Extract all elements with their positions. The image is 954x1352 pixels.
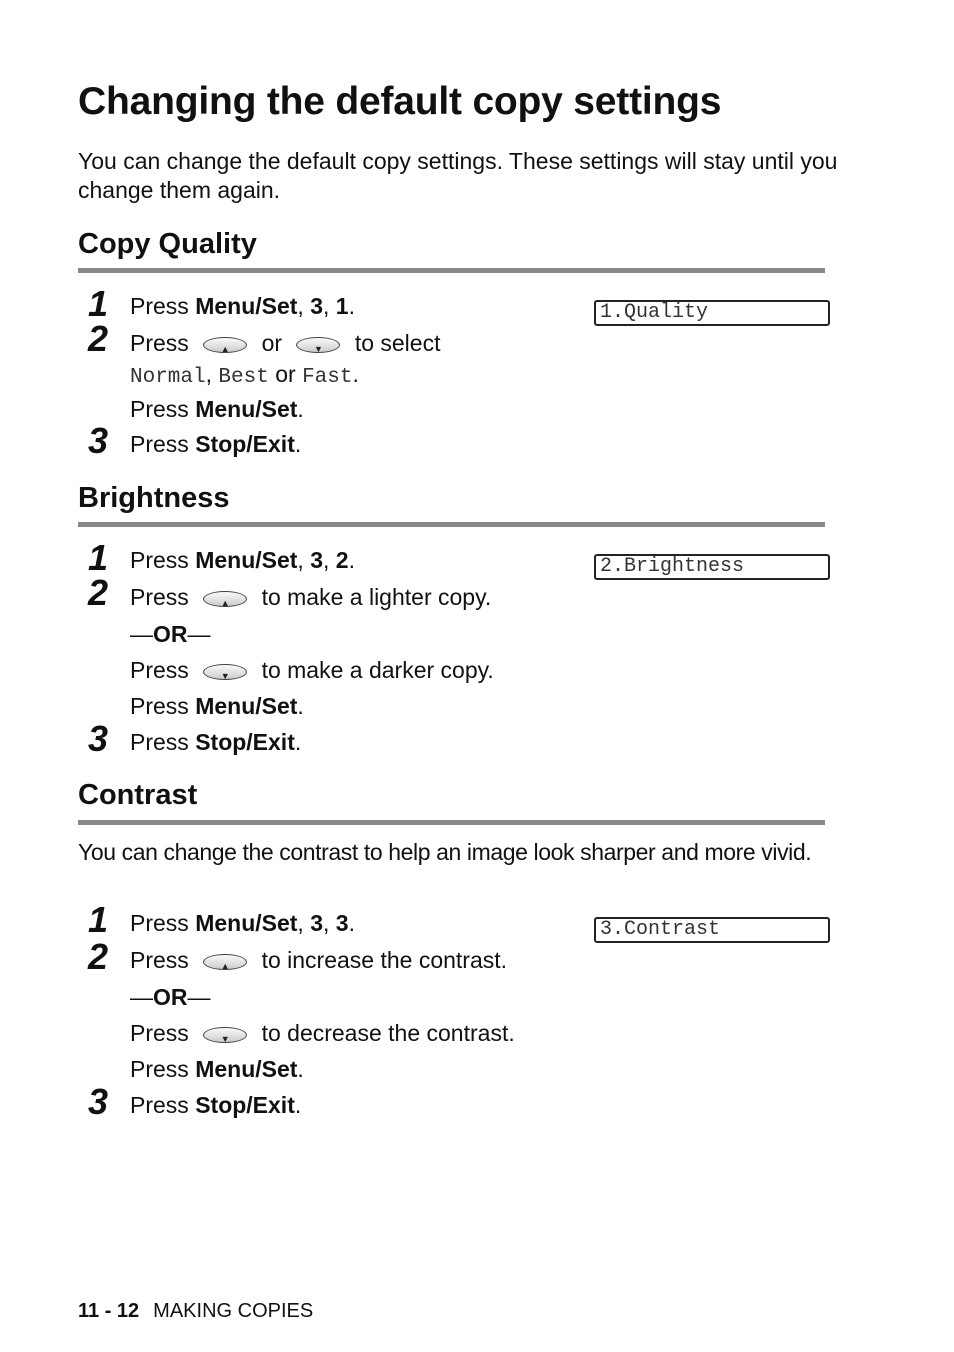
step-line: Press ▼ to decrease the contrast. xyxy=(130,1020,515,1046)
section-rule xyxy=(78,820,825,825)
section-heading-copy-quality: Copy Quality xyxy=(78,228,257,260)
step-number: 1 xyxy=(88,899,109,940)
lcd-display-quality: 1.Quality xyxy=(594,300,830,326)
page-number: 11 - 12 xyxy=(78,1300,140,1322)
step-line: Press Menu/Set, 3, 2. xyxy=(130,547,355,573)
section-heading-brightness: Brightness xyxy=(78,482,230,514)
step-number: 2 xyxy=(88,572,109,613)
step-number: 2 xyxy=(88,936,109,977)
down-arrow-key-icon: ▼ xyxy=(296,337,340,353)
page-footer xyxy=(78,1300,313,1323)
step-line: Press Menu/Set, 3, 1. xyxy=(130,293,355,319)
up-arrow-key-icon: ▲ xyxy=(203,591,247,607)
step-number: 2 xyxy=(88,318,109,359)
section-rule xyxy=(78,268,825,273)
up-arrow-key-icon: ▲ xyxy=(203,954,247,970)
step-line: Press Menu/Set. xyxy=(130,1056,304,1082)
intro-paragraph: You can change the default copy settings. These settings will stay until you change them again. xyxy=(78,148,838,203)
down-arrow-key-icon: ▼ xyxy=(203,664,247,680)
or-separator: —OR— xyxy=(130,621,211,647)
step-line: Press Menu/Set, 3, 3. xyxy=(130,910,355,936)
step-line: Press Menu/Set. xyxy=(130,396,304,422)
step-line: Press ▲ to increase the contrast. xyxy=(130,947,508,973)
step-line: Press Menu/Set. xyxy=(130,693,304,719)
step-line: Press ▼ to make a darker copy. xyxy=(130,657,494,683)
lcd-display-contrast: 3.Contrast xyxy=(594,917,830,943)
section-rule xyxy=(78,522,825,527)
step-number: 1 xyxy=(88,283,109,324)
chapter-name: MAKING COPIES xyxy=(153,1300,314,1322)
page-title: Changing the default copy settings xyxy=(78,80,722,123)
step-line: Press Stop/Exit. xyxy=(130,431,302,457)
lcd-display-brightness: 2.Brightness xyxy=(594,554,830,580)
up-arrow-key-icon: ▲ xyxy=(203,337,247,353)
or-separator: —OR— xyxy=(130,984,211,1010)
down-arrow-key-icon: ▼ xyxy=(203,1027,247,1043)
step-line: Press Stop/Exit. xyxy=(130,1092,302,1118)
step-line: Press ▲ or ▼ to select xyxy=(130,330,441,356)
step-line-options: Normal, Best or Fast. xyxy=(130,361,359,389)
step-number: 3 xyxy=(88,718,109,759)
step-line: Press ▲ to make a lighter copy. xyxy=(130,584,492,610)
step-number: 1 xyxy=(88,537,109,578)
contrast-intro: You can change the contrast to help an image look sharper and more vivid. xyxy=(78,839,812,865)
step-number: 3 xyxy=(88,420,109,461)
section-heading-contrast: Contrast xyxy=(78,779,198,811)
step-number: 3 xyxy=(88,1081,109,1122)
step-line: Press Stop/Exit. xyxy=(130,729,302,755)
